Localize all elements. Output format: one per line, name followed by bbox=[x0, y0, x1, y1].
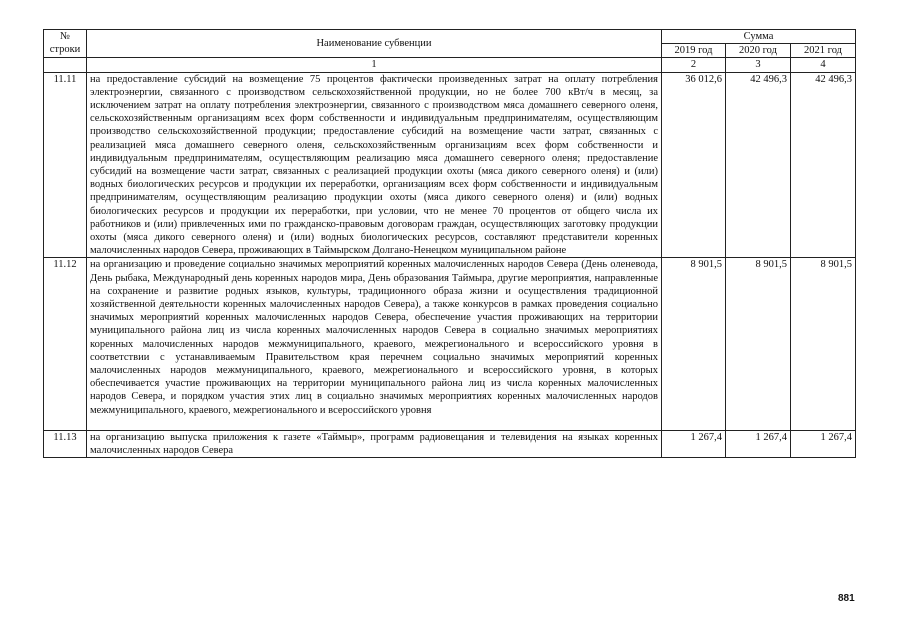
table-row bbox=[44, 430, 856, 457]
name-header: Наименование субвенции bbox=[87, 30, 662, 58]
amount-2019: 36 012,6 bbox=[662, 72, 726, 258]
row-number-header-line2: строки bbox=[49, 44, 81, 56]
row-number-header-line1: № bbox=[59, 31, 71, 42]
row-number: 11.12 bbox=[44, 258, 87, 430]
year-header-2021: 2021 год bbox=[791, 44, 856, 58]
amount-2020: 1 267,4 bbox=[726, 430, 791, 457]
amount-2021: 8 901,5 bbox=[791, 258, 856, 430]
row-number: 11.11 bbox=[44, 72, 87, 258]
table-row bbox=[44, 72, 856, 258]
column-number-row bbox=[44, 58, 856, 72]
column-number-3: 3 bbox=[726, 58, 791, 72]
amount-2020: 8 901,5 bbox=[726, 258, 791, 430]
column-number-1: 1 bbox=[87, 58, 662, 72]
subvention-text: на организацию и проведение социально значимых мероприятий коренных малочисленных народов Севера (День оленевода, День рыбака, Международный день коренных народов мира, День образования Таймыра, другие мероприятия, направленные на сохранение и развитие родных языков, культуры, традиционного образа жизни и осуществления традиционной хозяйственной деятельности коренных малочисленных народов Севера), а также конкурсов в рамках проведения социально значимых мероприятий коренных малочисленных народов Севера, обеспечение участия проживающих на территории муниципального района лиц из числа коренных малочисленных народов Севера в социально значимых мероприятиях коренных малочисленных народов межмуниципального, краевого, межрегионального и всероссийского уровня в соответствии с устанавливаемым Правительством края перечнем социально значимых мероприятий коренных малочисленных народов межмуниципального, краевого, межрегионального и всероссийского уровня, в которых обеспечивается участие проживающих на территории муниципального района лиц из числа коренных малочисленных народов Севера, и порядком участия этих лиц в социально значимых мероприятиях коренных малочисленных народов межмуниципального, краевого, межрегионального и всероссийского уровня bbox=[87, 258, 662, 430]
page-number: 881 bbox=[838, 593, 855, 604]
amount-2021: 1 267,4 bbox=[791, 430, 856, 457]
sum-header: Сумма bbox=[662, 30, 856, 44]
row-number: 11.13 bbox=[44, 430, 87, 457]
amount-2019: 1 267,4 bbox=[662, 430, 726, 457]
amount-2021: 42 496,3 bbox=[791, 72, 856, 258]
header-row-1 bbox=[44, 30, 856, 44]
column-number-blank bbox=[44, 58, 87, 72]
amount-2019: 8 901,5 bbox=[662, 258, 726, 430]
table-row bbox=[44, 258, 856, 430]
column-number-4: 4 bbox=[791, 58, 856, 72]
year-header-2019: 2019 год bbox=[662, 44, 726, 58]
row-number-header bbox=[44, 30, 87, 58]
column-number-2: 2 bbox=[662, 58, 726, 72]
amount-2020: 42 496,3 bbox=[726, 72, 791, 258]
subvention-text: на предоставление субсидий на возмещение 75 процентов фактически произведенных затрат на оплату потребления электроэнергии, связанного с производством сельскохозяйственной продукции, но не более 700 кВт/ч в месяц, за исключением затрат на оплату потребления электроэнергии, связанного с производством мяса домашнего северного оленя, сельскохозяйственным организациям всех форм собственности и индивидуальным предпринимателям, осуществляющим производство сельскохозяйственной продукции; предоставление субсидий на возмещение части затрат, связанных с реализацией мяса домашнего северного оленя, сельскохозяйственным организациям всех форм собственности и индивидуальным предпринимателям, осуществляющим реализацию мяса домашнего северного оленя; предоставление субсидий на возмещение части затрат, связанных с реализацией продукции охоты (мяса дикого северного оленя) и (или) водных биологических ресурсов и продукции их переработки, организациям всех форм собственности и индивидуальным предпринимателям, осуществляющим реализацию продукции охоты (мяса дикого северного оленя) и (или) водных биологических ресурсов и продукции их переработки, при условии, что не менее 70 процентов от общего числа их работников и (или) привлеченных ими по гражданско-правовым договорам граждан, осуществляющих заготовку продукции охоты (мяса дикого северного оленя) и (или) водных биологических ресурсов, составляют представители коренных малочисленных народов Севера, проживающих в Таймырском Долгано-Ненецком муниципальном районе bbox=[87, 72, 662, 258]
subvention-table bbox=[43, 29, 856, 458]
subvention-text: на организацию выпуска приложения к газете «Таймыр», программ радиовещания и телевидения на языках коренных малочисленных народов Севера bbox=[87, 430, 662, 457]
year-header-2020: 2020 год bbox=[726, 44, 791, 58]
